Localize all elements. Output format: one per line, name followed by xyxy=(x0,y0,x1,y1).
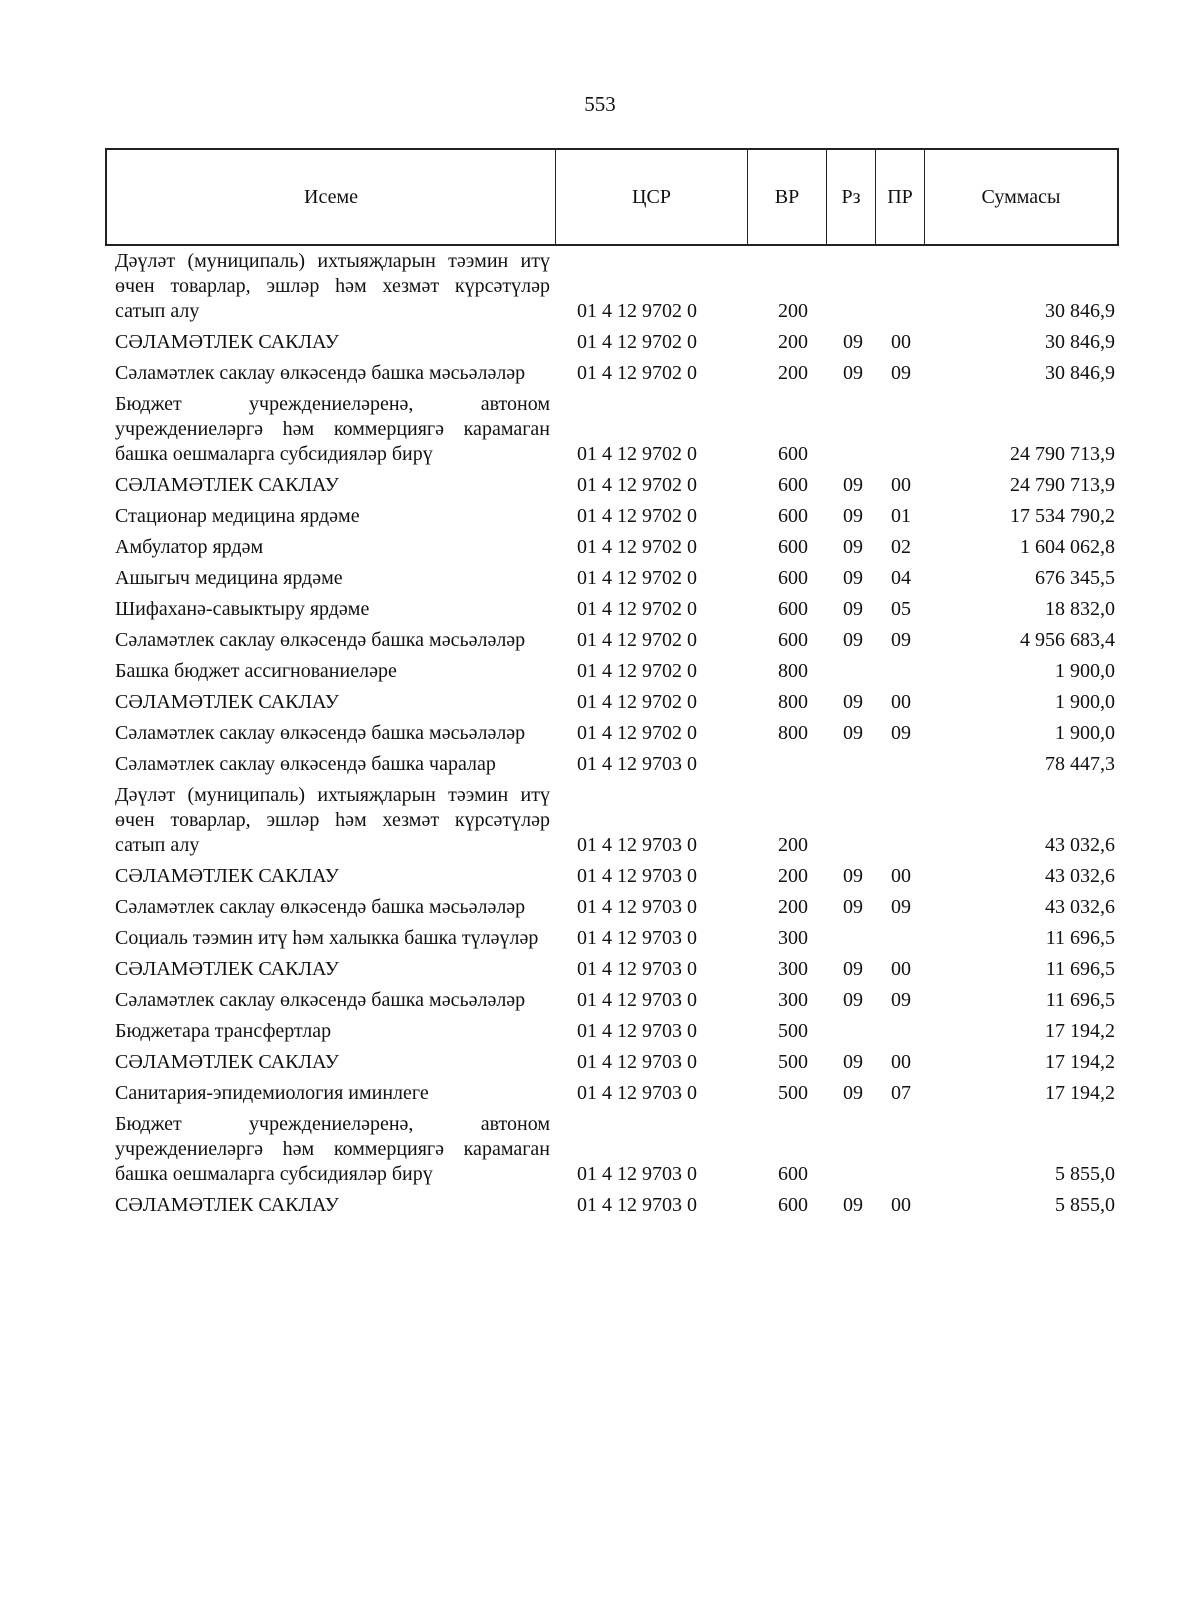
table-row xyxy=(115,988,1115,1013)
row-rz: 09 xyxy=(843,536,863,558)
row-pr: 09 xyxy=(891,722,911,744)
row-name: Ашыгыч медицина ярдәме xyxy=(115,567,343,589)
row-rz: 09 xyxy=(843,567,863,589)
row-name: СӘЛАМӘТЛЕК САКЛАУ xyxy=(115,331,339,353)
table-row xyxy=(115,473,1115,498)
table-row xyxy=(115,361,1115,386)
row-rz: 09 xyxy=(843,598,863,620)
row-csr: 01 4 12 9702 0 xyxy=(577,474,697,496)
table-row xyxy=(115,1112,1115,1187)
row-rz: 09 xyxy=(843,1082,863,1104)
row-name: СӘЛАМӘТЛЕК САКЛАУ xyxy=(115,958,339,980)
row-vr: 600 xyxy=(778,567,808,589)
row-rz: 09 xyxy=(843,958,863,980)
row-csr: 01 4 12 9703 0 xyxy=(577,958,697,980)
row-vr: 600 xyxy=(778,474,808,496)
header-pr: ПР xyxy=(876,150,925,244)
row-sum: 11 696,5 xyxy=(1045,958,1115,980)
row-csr: 01 4 12 9703 0 xyxy=(577,989,697,1011)
row-name: Башка бюджет ассигнованиеләре xyxy=(115,660,397,682)
row-sum: 4 956 683,4 xyxy=(1020,629,1115,651)
row-csr: 01 4 12 9702 0 xyxy=(577,300,697,322)
row-vr: 300 xyxy=(778,989,808,1011)
row-vr: 600 xyxy=(778,1194,808,1216)
header-csr: ЦСР xyxy=(556,150,748,244)
table-row xyxy=(115,1050,1115,1075)
row-csr: 01 4 12 9702 0 xyxy=(577,629,697,651)
row-csr: 01 4 12 9702 0 xyxy=(577,443,697,465)
table-row xyxy=(115,721,1115,746)
table-row xyxy=(115,504,1115,529)
row-name: Сәламәтлек саклау өлкәсендә башка мәсьәләләр xyxy=(115,989,526,1011)
row-name: СӘЛАМӘТЛЕК САКЛАУ xyxy=(115,1051,339,1073)
row-csr: 01 4 12 9703 0 xyxy=(577,1051,697,1073)
row-name: Сәламәтлек саклау өлкәсендә башка мәсьәләләр xyxy=(115,362,526,384)
row-name: Бюджет учреждениеләренә, автоном учреждениеләргә һәм коммерциягә карамаган башка оешмаларга субсидияләр бирү xyxy=(115,393,550,465)
table-row xyxy=(115,1019,1115,1044)
row-vr: 600 xyxy=(778,536,808,558)
row-vr: 500 xyxy=(778,1051,808,1073)
table-row xyxy=(115,783,1115,858)
row-rz: 09 xyxy=(843,865,863,887)
row-vr: 600 xyxy=(778,443,808,465)
row-csr: 01 4 12 9703 0 xyxy=(577,834,697,856)
row-name: Социаль тәэмин итү һәм халыкка башка түләүләр xyxy=(115,927,539,949)
row-pr: 09 xyxy=(891,629,911,651)
row-rz: 09 xyxy=(843,1194,863,1216)
row-vr: 800 xyxy=(778,660,808,682)
row-csr: 01 4 12 9702 0 xyxy=(577,691,697,713)
row-name: Стационар медицина ярдәме xyxy=(115,505,360,527)
row-csr: 01 4 12 9703 0 xyxy=(577,1020,697,1042)
row-name: СӘЛАМӘТЛЕК САКЛАУ xyxy=(115,865,339,887)
row-sum: 11 696,5 xyxy=(1045,927,1115,949)
table-row xyxy=(115,957,1115,982)
row-rz: 09 xyxy=(843,362,863,384)
row-name: СӘЛАМӘТЛЕК САКЛАУ xyxy=(115,691,339,713)
row-rz: 09 xyxy=(843,331,863,353)
row-rz: 09 xyxy=(843,629,863,651)
row-vr: 300 xyxy=(778,958,808,980)
row-name: Дәүләт (муниципаль) ихтыяҗларын тәэмин итү өчен товарлар, эшләр һәм хезмәт күрсәтүләр сатып алу xyxy=(115,784,550,856)
row-csr: 01 4 12 9702 0 xyxy=(577,722,697,744)
row-csr: 01 4 12 9702 0 xyxy=(577,505,697,527)
row-vr: 200 xyxy=(778,331,808,353)
row-vr: 800 xyxy=(778,691,808,713)
row-vr: 600 xyxy=(778,629,808,651)
row-name: Сәламәтлек саклау өлкәсендә башка чаралар xyxy=(115,753,496,775)
row-sum: 5 855,0 xyxy=(1055,1194,1115,1216)
table-header xyxy=(105,148,1119,246)
table-row xyxy=(115,1193,1115,1218)
row-sum: 43 032,6 xyxy=(1045,865,1115,887)
header-vr: ВР xyxy=(748,150,827,244)
row-sum: 17 194,2 xyxy=(1045,1051,1115,1073)
row-name: Амбулатор ярдәм xyxy=(115,536,264,558)
page-number: 553 xyxy=(584,92,616,116)
row-rz: 09 xyxy=(843,1051,863,1073)
table-row xyxy=(115,628,1115,653)
row-vr: 200 xyxy=(778,865,808,887)
table-row xyxy=(115,535,1115,560)
row-vr: 800 xyxy=(778,722,808,744)
row-csr: 01 4 12 9703 0 xyxy=(577,1082,697,1104)
row-vr: 200 xyxy=(778,362,808,384)
row-vr: 600 xyxy=(778,1163,808,1185)
row-pr: 07 xyxy=(891,1082,911,1104)
row-csr: 01 4 12 9702 0 xyxy=(577,362,697,384)
row-pr: 00 xyxy=(891,1194,911,1216)
row-sum: 1 900,0 xyxy=(1055,691,1115,713)
row-csr: 01 4 12 9703 0 xyxy=(577,1163,697,1185)
row-pr: 00 xyxy=(891,691,911,713)
table-row xyxy=(115,926,1115,951)
row-sum: 1 604 062,8 xyxy=(1020,536,1115,558)
row-vr: 500 xyxy=(778,1020,808,1042)
row-pr: 02 xyxy=(891,536,911,558)
row-name: Сәламәтлек саклау өлкәсендә башка мәсьәләләр xyxy=(115,896,526,918)
row-name: СӘЛАМӘТЛЕК САКЛАУ xyxy=(115,474,339,496)
table-row xyxy=(115,752,1115,777)
row-csr: 01 4 12 9702 0 xyxy=(577,331,697,353)
row-csr: 01 4 12 9703 0 xyxy=(577,865,697,887)
row-csr: 01 4 12 9703 0 xyxy=(577,753,697,775)
table-row xyxy=(115,659,1115,684)
table-row xyxy=(115,566,1115,591)
row-rz: 09 xyxy=(843,989,863,1011)
table-row xyxy=(115,249,1115,324)
row-csr: 01 4 12 9702 0 xyxy=(577,536,697,558)
row-csr: 01 4 12 9702 0 xyxy=(577,598,697,620)
row-rz: 09 xyxy=(843,722,863,744)
row-rz: 09 xyxy=(843,896,863,918)
row-name: Бюджет учреждениеләренә, автоном учреждениеләргә һәм коммерциягә карамаган башка оешмаларга субсидияләр бирү xyxy=(115,1113,550,1185)
row-sum: 5 855,0 xyxy=(1055,1163,1115,1185)
row-vr: 500 xyxy=(778,1082,808,1104)
row-name: Шифаханә-савыктыру ярдәме xyxy=(115,598,370,620)
table-row xyxy=(115,392,1115,467)
table-row xyxy=(115,864,1115,889)
table-row xyxy=(115,597,1115,622)
row-vr: 200 xyxy=(778,896,808,918)
row-sum: 1 900,0 xyxy=(1055,660,1115,682)
table-row xyxy=(115,895,1115,920)
row-name: Дәүләт (муниципаль) ихтыяҗларын тәэмин итү өчен товарлар, эшләр һәм хезмәт күрсәтүләр сатып алу xyxy=(115,250,550,322)
row-pr: 00 xyxy=(891,1051,911,1073)
header-name: Исеме xyxy=(107,150,556,244)
row-sum: 17 534 790,2 xyxy=(1010,505,1115,527)
row-csr: 01 4 12 9703 0 xyxy=(577,896,697,918)
row-pr: 05 xyxy=(891,598,911,620)
row-pr: 04 xyxy=(891,567,911,589)
header-rz: Рз xyxy=(827,150,876,244)
row-csr: 01 4 12 9702 0 xyxy=(577,660,697,682)
row-csr: 01 4 12 9703 0 xyxy=(577,1194,697,1216)
row-sum: 30 846,9 xyxy=(1045,362,1115,384)
header-sum: Суммасы xyxy=(981,185,1061,208)
row-pr: 09 xyxy=(891,896,911,918)
row-sum: 24 790 713,9 xyxy=(1010,474,1115,496)
row-csr: 01 4 12 9702 0 xyxy=(577,567,697,589)
row-csr: 01 4 12 9703 0 xyxy=(577,927,697,949)
row-name: Сәламәтлек саклау өлкәсендә башка мәсьәләләр xyxy=(115,722,526,744)
row-sum: 78 447,3 xyxy=(1045,753,1115,775)
row-sum: 18 832,0 xyxy=(1045,598,1115,620)
row-sum: 30 846,9 xyxy=(1045,300,1115,322)
table-row xyxy=(115,330,1115,355)
row-pr: 00 xyxy=(891,865,911,887)
row-sum: 676 345,5 xyxy=(1035,567,1115,589)
row-vr: 300 xyxy=(778,927,808,949)
row-vr: 600 xyxy=(778,598,808,620)
row-sum: 30 846,9 xyxy=(1045,331,1115,353)
row-name: Сәламәтлек саклау өлкәсендә башка мәсьәләләр xyxy=(115,629,526,651)
row-name: СӘЛАМӘТЛЕК САКЛАУ xyxy=(115,1194,339,1216)
row-pr: 00 xyxy=(891,958,911,980)
row-pr: 00 xyxy=(891,331,911,353)
row-vr: 600 xyxy=(778,505,808,527)
row-vr: 200 xyxy=(778,834,808,856)
row-rz: 09 xyxy=(843,691,863,713)
row-pr: 01 xyxy=(891,505,911,527)
row-pr: 09 xyxy=(891,362,911,384)
row-name: Бюджетара трансфертлар xyxy=(115,1020,332,1042)
row-rz: 09 xyxy=(843,505,863,527)
row-pr: 00 xyxy=(891,474,911,496)
row-name: Санитария-эпидемиология иминлеге xyxy=(115,1082,429,1104)
table-body xyxy=(115,249,1115,1224)
row-pr: 09 xyxy=(891,989,911,1011)
row-sum: 24 790 713,9 xyxy=(1010,443,1115,465)
table-row xyxy=(115,1081,1115,1106)
row-sum: 43 032,6 xyxy=(1045,896,1115,918)
row-sum: 17 194,2 xyxy=(1045,1082,1115,1104)
row-sum: 1 900,0 xyxy=(1055,722,1115,744)
row-sum: 11 696,5 xyxy=(1045,989,1115,1011)
row-vr: 200 xyxy=(778,300,808,322)
row-rz: 09 xyxy=(843,474,863,496)
table-row xyxy=(115,690,1115,715)
row-sum: 17 194,2 xyxy=(1045,1020,1115,1042)
row-sum: 43 032,6 xyxy=(1045,834,1115,856)
